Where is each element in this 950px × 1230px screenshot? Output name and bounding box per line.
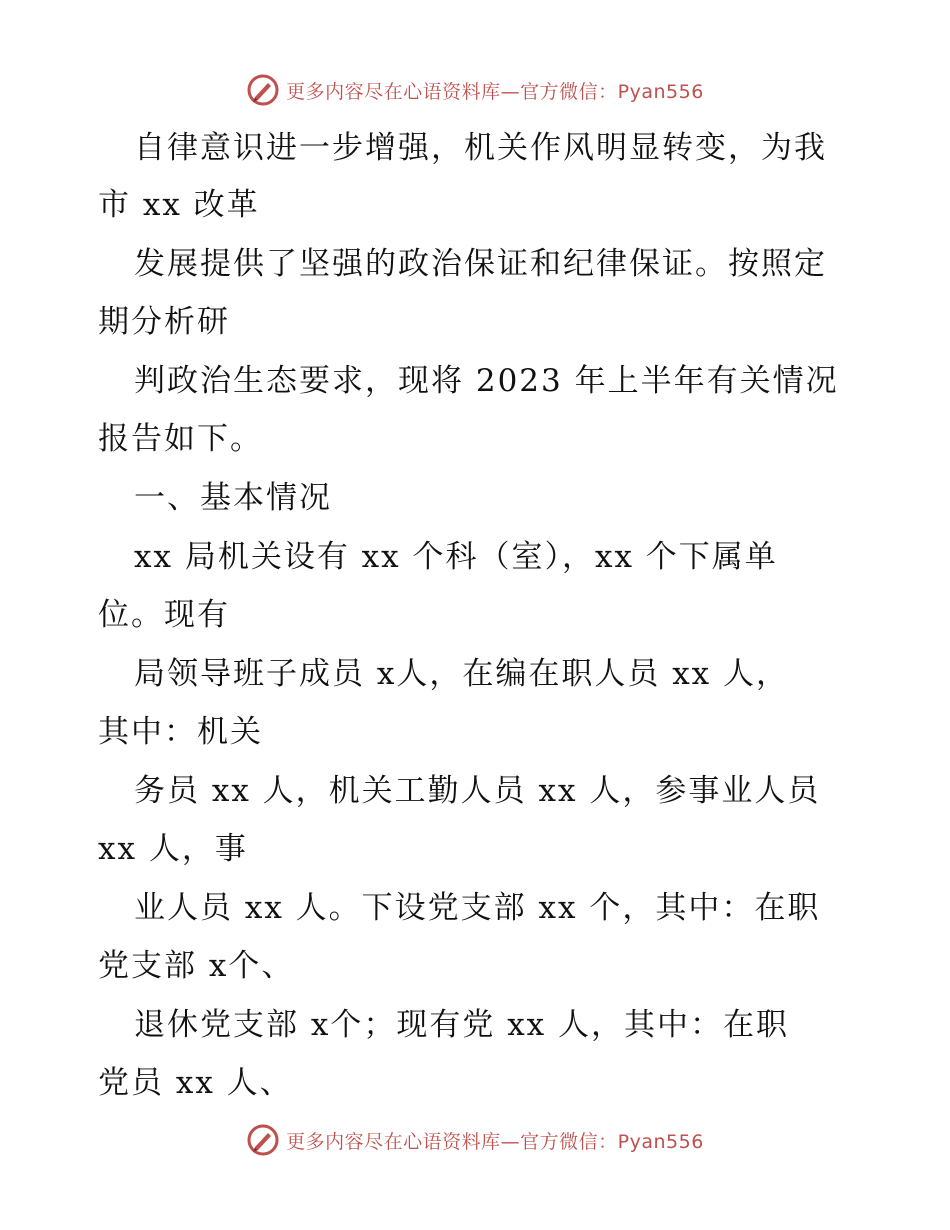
body-line: 业人员 xx 人。下设党支部 xx 个，其中：在职	[134, 890, 821, 926]
body-line: 发展提供了坚强的政治保证和纪律保证。按照定	[134, 246, 827, 282]
header-watermark	[0, 70, 950, 110]
body-line: 报告如下。	[98, 421, 263, 457]
body-line: 其中：机关	[98, 714, 263, 750]
body-line: 自律意识进一步增强，机关作风明显转变，为我	[134, 130, 827, 166]
section-heading: 一、基本情况	[134, 480, 332, 516]
body-line: 退休党支部 x个；现有党 xx 人，其中：在职	[134, 1007, 790, 1043]
body-line: xx 局机关设有 xx 个科（室），xx 个下属单	[134, 539, 778, 575]
pen-logo-icon	[246, 73, 280, 107]
watermark-text: 更多内容尽在心语资料库—官方微信：Pyan556	[286, 1130, 704, 1153]
body-line: 市 xx 改革	[98, 187, 260, 223]
body-line: 务员 xx 人，机关工勤人员 xx 人，参事业人员	[134, 773, 821, 809]
body-line: xx 人，事	[98, 831, 248, 867]
watermark-text: 更多内容尽在心语资料库—官方微信：Pyan556	[286, 80, 704, 103]
body-line: 党支部 x个、	[98, 948, 295, 984]
footer-watermark	[0, 1120, 950, 1160]
body-line: 局领导班子成员 x人，在编在职人员 xx 人，	[134, 656, 790, 692]
body-line: 判政治生态要求，现将 2023 年上半年有关情况	[134, 363, 839, 399]
body-line: 党员 xx 人、	[98, 1065, 293, 1101]
body-line: 期分析研	[98, 304, 230, 340]
body-line: 位。现有	[98, 597, 230, 633]
pen-logo-icon	[246, 1123, 280, 1157]
